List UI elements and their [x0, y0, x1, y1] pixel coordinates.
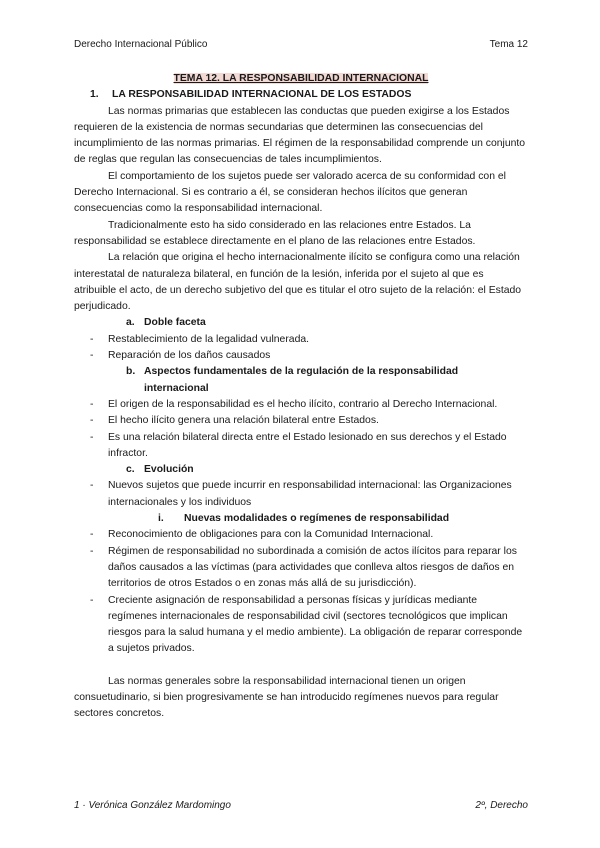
page-title — [74, 71, 528, 87]
paragraph: La relación que origina el hecho internacionalmente ilícito se configura como una relación interestatal de naturaleza bilateral, en función de la lesión, inferida por el sujeto al que es atribuible el acto, de un derecho subjetivo del que es titular el otro sujeto de la relación: el Estado perjudicado. — [74, 252, 522, 313]
subsection-heading-a — [74, 315, 528, 331]
paragraph: Tradicionalmente esto ha sido considerado en las relaciones entre Estados. La responsabilidad se establece directamente en el plano de las relaciones entre Estados. — [74, 219, 476, 247]
list-item: - Restablecimiento de la legalidad vulnerada. — [74, 332, 528, 348]
footer-course: 2º, Derecho — [475, 800, 528, 811]
subsection-heading-b — [74, 364, 528, 397]
list-b — [74, 397, 528, 462]
subsection-title: Nuevas modalidades o regímenes de responsabilidad — [184, 513, 450, 525]
subsection-letter: c. — [126, 464, 135, 476]
footer-author: 1 · Verónica González Mardomingo — [74, 800, 231, 811]
section-title: LA RESPONSABILIDAD INTERNACIONAL DE LOS ESTADOS — [112, 89, 412, 101]
list-i — [74, 527, 528, 657]
page-title-text: TEMA 12. LA RESPONSABILIDAD INTERNACIONAL — [173, 73, 429, 84]
section-heading — [74, 87, 528, 103]
subsection-title: Aspectos fundamentales de la regulación de la responsabilidad internacional — [144, 366, 459, 394]
list-item: - Es una relación bilateral directa entre el Estado lesionado en sus derechos y el Estado infractor. — [74, 430, 528, 463]
list-item: - Régimen de responsabilidad no subordinada a comisión de actos ilícitos para reparar los daños causados a las víctimas (para actividades que conlleva altos riesgos de daños en territorios de otros Estados o en zonas más allá de su jurisdicción). — [74, 544, 528, 593]
list-item: - Creciente asignación de responsabilidad a personas físicas y jurídicas mediante regímenes internacionales de responsabilidad civil (sectores tecnológicos que implican riesgos para la salud humana y el medio ambiente). La obligación de reparar corresponde a sujetos privados. — [74, 593, 528, 658]
list-item: - El hecho ilícito genera una relación bilateral entre Estados. — [74, 413, 528, 429]
paragraph: El comportamiento de los sujetos puede ser valorado acerca de su conformidad con el Derecho Internacional. Si es contrario a él, se consideran hechos ilícitos que generan consecuencias como la responsabilidad internacional. — [74, 170, 506, 215]
subsection-letter: b. — [126, 366, 136, 378]
subsection-title: Doble faceta — [144, 317, 206, 329]
subsection-heading-i — [74, 511, 528, 527]
list-c — [74, 478, 528, 511]
subsection-letter: a. — [126, 317, 135, 329]
spacer — [74, 658, 528, 674]
header-topic: Tema 12 — [489, 39, 528, 50]
list-item: - Nuevos sujetos que puede incurrir en responsabilidad internacional: las Organizaciones internacionales y los individuos — [74, 478, 528, 511]
list-item: - El origen de la responsabilidad es el hecho ilícito, contrario al Derecho Internacional. — [74, 397, 528, 413]
subsection-title: Evolución — [144, 464, 194, 476]
list-item: - Reconocimiento de obligaciones para con la Comunidad Internacional. — [74, 527, 528, 543]
paragraph: Las normas primarias que establecen las conductas que pueden exigirse a los Estados requieren de la existencia de normas secundarias que determinen las consecuencias del incumplimiento de las normas primarias. El régimen de la responsabilidad comprende un conjunto de reglas que regulan las consecuencias de tales incumplimientos. — [74, 105, 526, 166]
list-item: - Reparación de los daños causados — [74, 348, 528, 364]
subsection-letter: i. — [158, 513, 164, 525]
document-body — [74, 71, 528, 723]
page-footer — [74, 798, 528, 814]
subsection-heading-c — [74, 462, 528, 478]
closing-paragraph: Las normas generales sobre la responsabilidad internacional tienen un origen consuetudinario, si bien progresivamente se han introducido regímenes nuevos para regular sectores concretos. — [74, 675, 499, 720]
section-number: 1. — [90, 89, 99, 101]
header-course: Derecho Internacional Público — [74, 39, 208, 50]
list-a — [74, 332, 528, 365]
page-header — [74, 37, 528, 53]
